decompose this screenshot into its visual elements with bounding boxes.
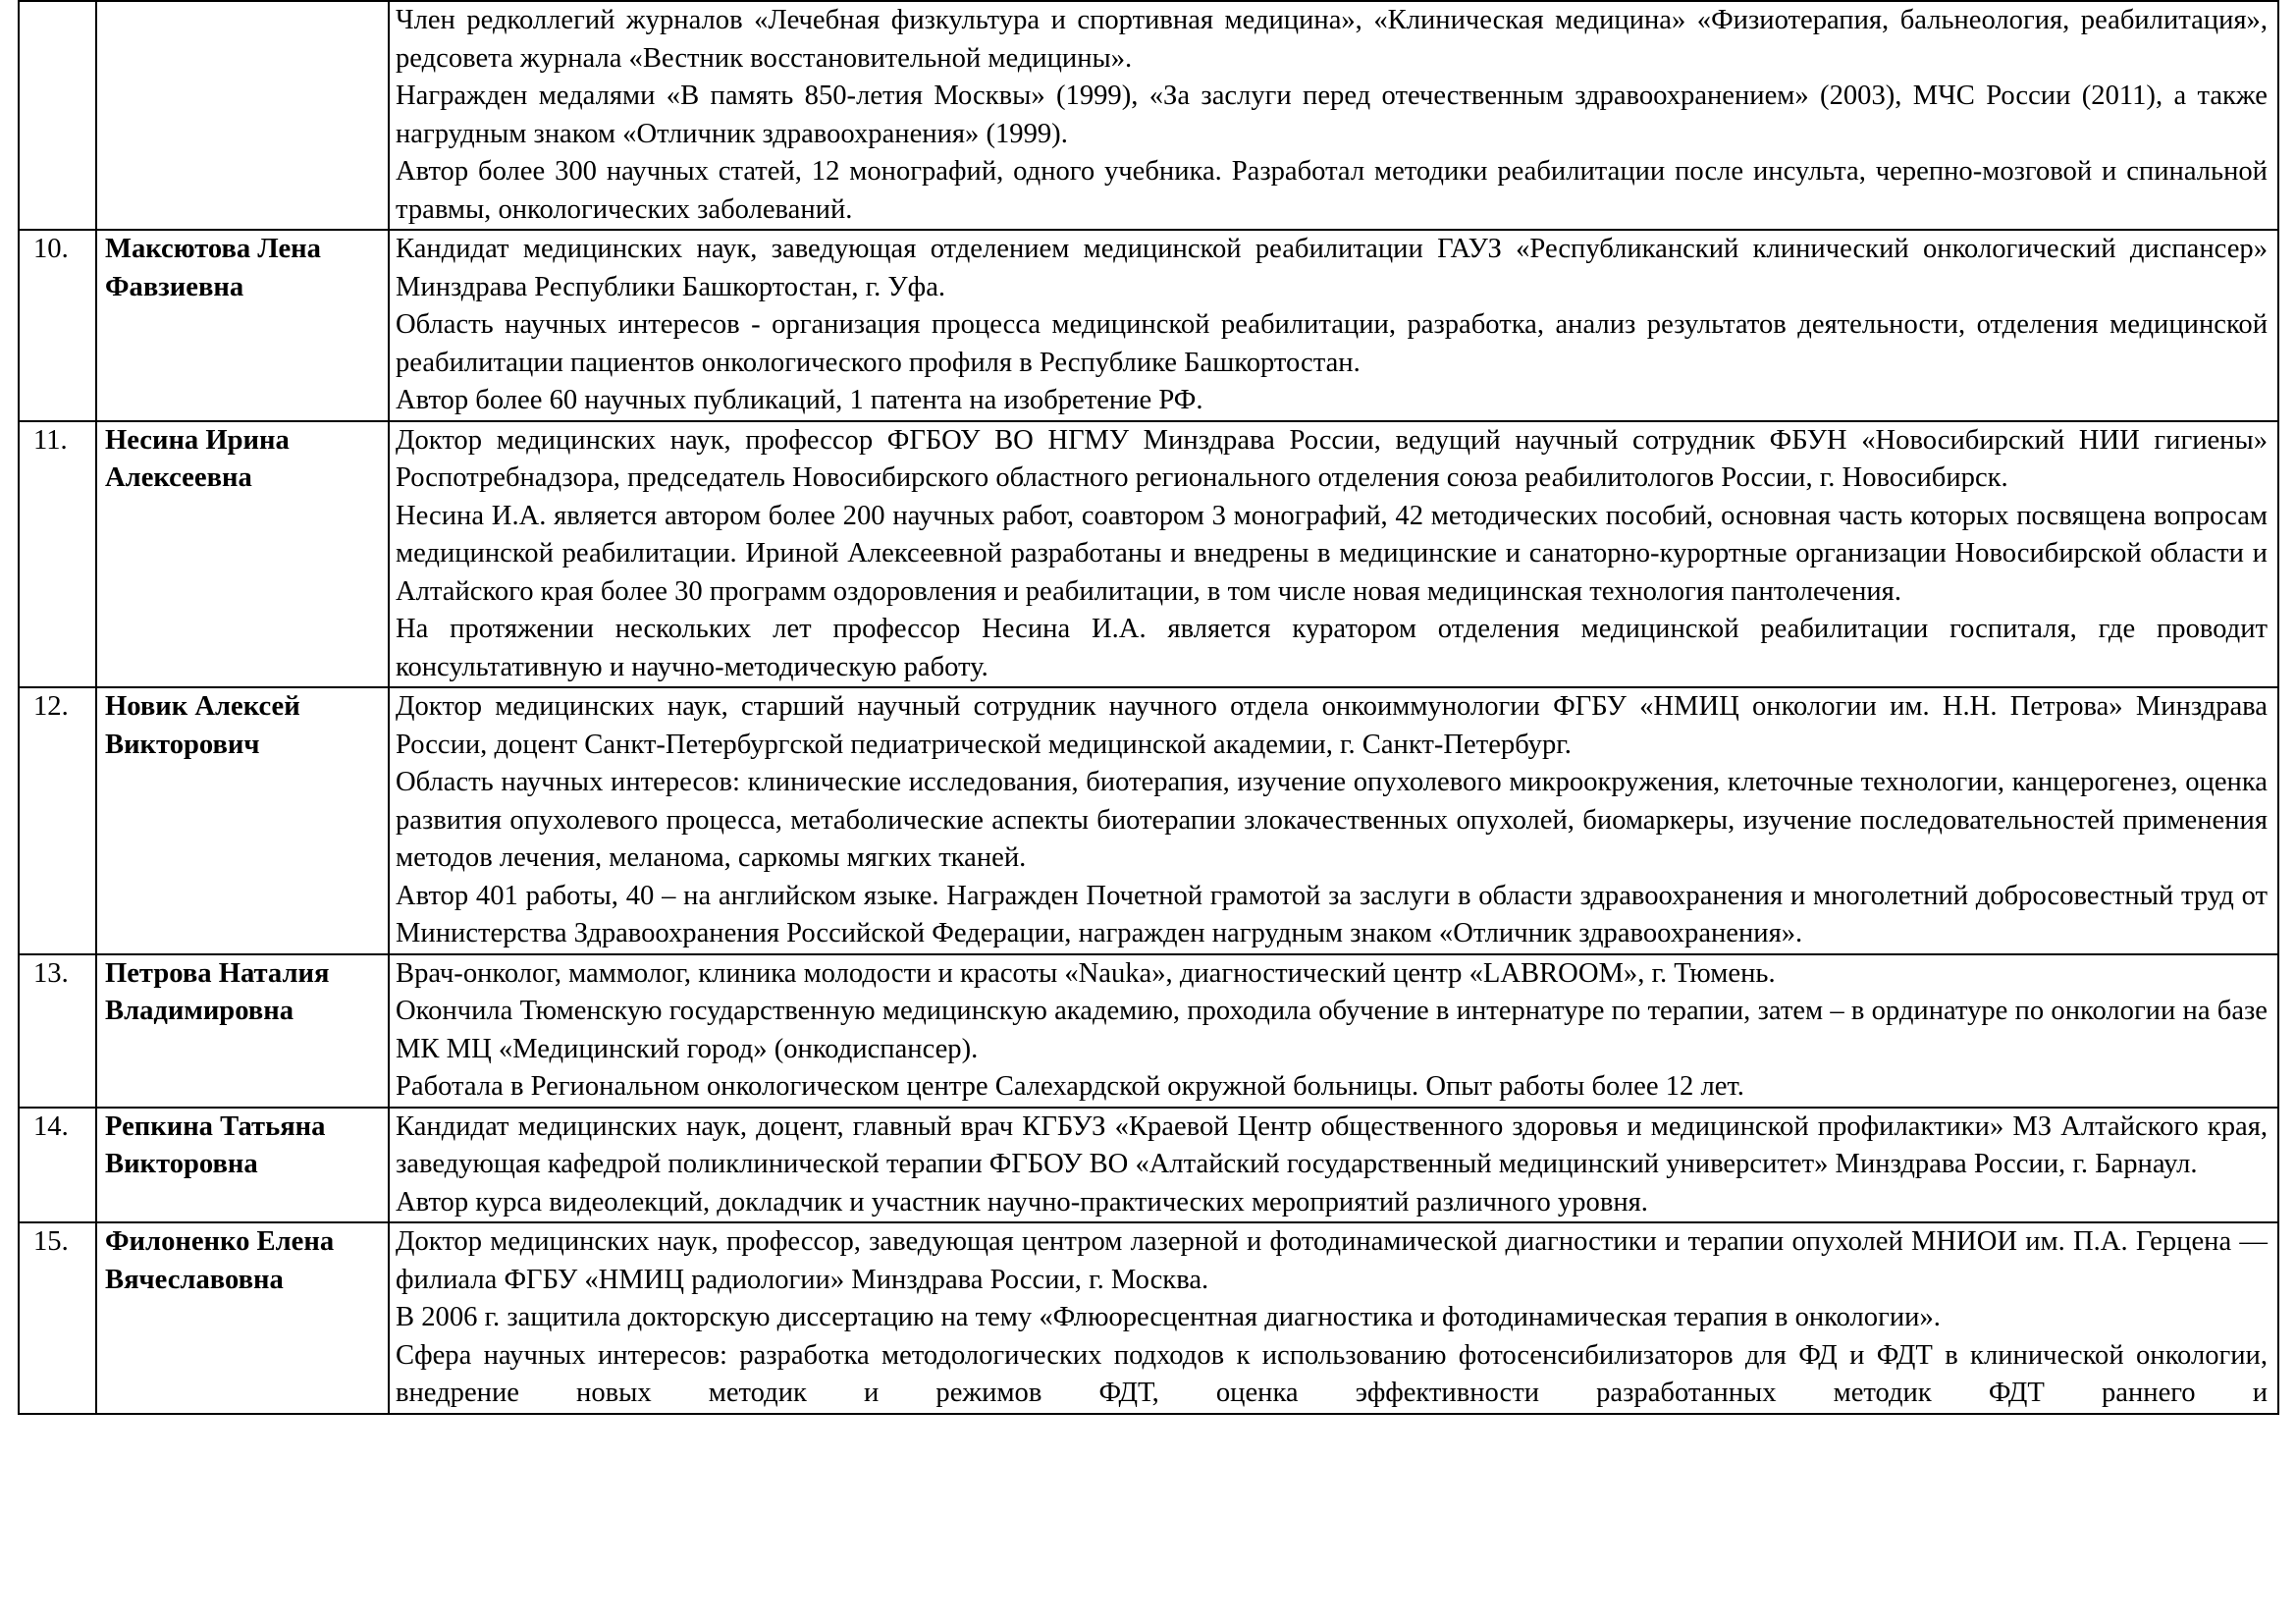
row-number: 11. <box>19 421 96 688</box>
info-paragraph: Автор более 60 научных публикаций, 1 патента на изобретение РФ. <box>396 385 1203 415</box>
expert-info <box>389 687 2278 954</box>
info-paragraph: Автор курса видеолекций, докладчик и участник научно-практических мероприятий различного уровня. <box>396 1186 1648 1218</box>
info-paragraph: Область научных интересов - организация процесса медицинской реабилитации, разработка, анализ результатов деятельности, отделения медицинской реабилитации пациентов онкологического профиля в Республике Башкортостан. <box>396 309 2268 378</box>
expert-info <box>389 1108 2278 1223</box>
info-paragraph: Окончила Тюменскую государственную медицинскую академию, проходила обучение в интернатуре по терапии, затем – в ординатуре по онкологии на базе МК МЦ «Медицинский город» (онкодиспансер). <box>396 996 2268 1064</box>
expert-info <box>389 954 2278 1108</box>
expert-info <box>389 230 2278 421</box>
info-paragraph: Награжден медалями «В память 850-летия Москвы» (1999), «За заслуги перед отечественным здравоохранением» (2003), МЧС России (2011), а также нагрудным знаком «Отличник здравоохранения» (1999). <box>396 81 2268 149</box>
row-number: 10. <box>19 230 96 421</box>
expert-info <box>389 1222 2278 1414</box>
table-row <box>19 954 2278 1108</box>
info-paragraph: Врач-онколог, маммолог, клиника молодости и красоты «Nauka», диагностический центр «LABROOM», г. Тюмень. <box>396 957 1776 989</box>
info-paragraph: Член редколлегий журналов «Лечебная физкультура и спортивная медицина», «Клиническая медицина» «Физиотерапия, бальнеология, реабилитация», редсовета журнала «Вестник восстановительной медицины». <box>396 5 2268 74</box>
expert-name: Несина Ирина Алексеевна <box>96 421 389 688</box>
info-paragraph: Автор более 300 научных статей, 12 монографий, одного учебника. Разработал методики реабилитации после инсульта, черепно-мозговой и спинальной травмы, онкологических заболеваний. <box>396 156 2268 225</box>
info-paragraph: Доктор медицинских наук, профессор ФГБОУ ВО НГМУ Минздрава России, ведущий научный сотрудник ФБУН «Новосибирский НИИ гигиены» Роспотребнадзора, председатель Новосибирского областного регионального отделения союза реабилитологов России, г. Новосибирск. <box>396 424 2268 493</box>
expert-info <box>389 1 2278 230</box>
table-row <box>19 1 2278 230</box>
info-paragraph: Сфера научных интересов: разработка методологических подходов к использованию фотосенсибилизаторов для ФД и ФДТ в клинической онкологии, внедрение новых методик и режимов ФДТ, оценка эффективности разработанных методик ФДТ раннего и <box>396 1339 2268 1408</box>
info-paragraph: Область научных интересов: клинические исследования, биотерапия, изучение опухолевого микроокружения, клеточные технологии, канцерогенез, оценка развития опухолевого процесса, метаболические аспекты биотерапии злокачественных опухолей, биомаркеры, изучение последовательностей применения методов лечения, меланома, саркомы мягких тканей. <box>396 767 2268 873</box>
expert-name: Новик Алексей Викторович <box>96 687 389 954</box>
expert-name: Репкина Татьяна Викторовна <box>96 1108 389 1223</box>
info-paragraph: Кандидат медицинских наук, доцент, главный врач КГБУЗ «Краевой Центр общественного здоровья и медицинской профилактики» МЗ Алтайского края, заведующая кафедрой поликлинической терапии ФГБОУ ВО «Алтайский государственный медицинский университет» Минздрава России, г. Барнаул. <box>396 1110 2268 1179</box>
expert-name: Петрова Наталия Владимировна <box>96 954 389 1108</box>
table-row <box>19 1108 2278 1223</box>
table-row <box>19 1222 2278 1414</box>
row-number: 14. <box>19 1108 96 1223</box>
info-paragraph: Работала в Региональном онкологическом центре Салехардской окружной больницы. Опыт работы более 12 лет. <box>396 1071 1744 1102</box>
expert-name: Филоненко Елена Вячеславовна <box>96 1222 389 1414</box>
expert-name <box>96 1 389 230</box>
document-page <box>18 0 2279 1415</box>
info-paragraph: Доктор медицинских наук, профессор, заведующая центром лазерной и фотодинамической диагностики и терапии опухолей МНИОИ им. П.А. Герцена — филиала ФГБУ «НМИЦ радиологии» Минздрава России, г. Москва. <box>396 1226 2268 1295</box>
expert-name: Максютова Лена Фавзиевна <box>96 230 389 421</box>
row-number: 13. <box>19 954 96 1108</box>
row-number <box>19 1 96 230</box>
info-paragraph: Несина И.А. является автором более 200 научных работ, соавтором 3 монографий, 42 методических пособий, основная часть которых посвящена вопросам медицинской реабилитации. Ириной Алексеевной разработаны и внедрены в медицинские и санаторно-курортные организации Новосибирской области и Алтайского края более 30 программ оздоровления и реабилитации, в том числе новая медицинская технология пантолечения. <box>396 500 2268 607</box>
table-row <box>19 230 2278 421</box>
row-number: 15. <box>19 1222 96 1414</box>
info-paragraph: Автор 401 работы, 40 – на английском языке. Награжден Почетной грамотой за заслуги в области здравоохранения и многолетний добросовестный труд от Министерства Здравоохранения Российской Федерации, награжден нагрудным знаком «Отличник здравоохранения». <box>396 880 2268 948</box>
info-paragraph: Кандидат медицинских наук, заведующая отделением медицинской реабилитации ГАУЗ «Республиканский клинический онкологический диспансер» Минздрава Республики Башкортостан, г. Уфа. <box>396 234 2268 302</box>
table-row <box>19 687 2278 954</box>
table-row <box>19 421 2278 688</box>
info-paragraph: На протяжении нескольких лет профессор Несина И.А. является куратором отделения медицинской реабилитации госпиталя, где проводит консультативную и научно-методическую работу. <box>396 614 2268 682</box>
info-paragraph: В 2006 г. защитила докторскую диссертацию на тему «Флюоресцентная диагностика и фотодинамическая терапия в онкологии». <box>396 1302 1941 1332</box>
row-number: 12. <box>19 687 96 954</box>
info-paragraph: Доктор медицинских наук, старший научный сотрудник научного отдела онкоиммунологии ФГБУ «НМИЦ онкологии им. Н.Н. Петрова» Минздрава России, доцент Санкт-Петербургской педиатрической медицинской академии, г. Санкт-Петербург. <box>396 691 2268 760</box>
expert-info <box>389 421 2278 688</box>
experts-table <box>18 0 2279 1415</box>
